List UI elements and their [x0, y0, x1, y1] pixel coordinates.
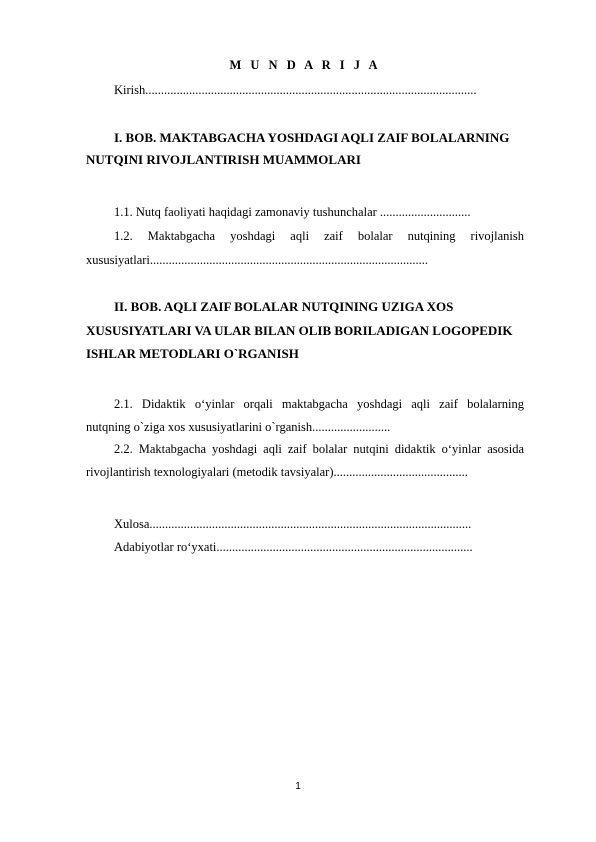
page-number: 1 [295, 781, 301, 792]
toc-entry-intro: Kirish.......................................................................................................... [114, 83, 477, 97]
toc-entry-2-1-line1: 2.1. Didaktik o‘yinlar orqali maktabgacha yoshdagi aqli zaif bolalarning [114, 397, 524, 411]
chapter2-heading-line1: II. BOB. AQLI ZAIF BOLALAR NUTQINING UZIGA XOS [114, 299, 454, 314]
chapter2-heading-line2: XUSUSIYATLARI VA ULAR BILAN OLIB BORILADIGAN LOGOPEDIK [86, 323, 513, 338]
toc-entry-2-2-line1: 2.2. Maktabgacha yoshdagi aqli zaif bolalar nutqini didaktik o‘yinlar asosida [114, 442, 524, 456]
toc-entry-1-2-line1: 1.2. Maktabgacha yoshdagi aqli zaif bolalar nutqining rivojlanish [114, 229, 524, 243]
toc-entry-conclusion: Xulosa....................................................................................................... [114, 517, 472, 531]
toc-entry-2-1-line2: nutqning o`ziga xos xususiyatlarini o`rganish......................... [86, 420, 391, 434]
toc-entry-2-2-line2: rivojlantirish texnologiyalari (metodik tavsiyalar)........................................... [86, 465, 468, 479]
chapter1-heading-line1: I. BOB. MAKTABGACHA YOSHDAGI AQLI ZAIF BOLALARNING [114, 130, 510, 145]
toc-entry-1-1: 1.1. Nutq faoliyati haqidagi zamonaviy tushunchalar ............................. [114, 205, 471, 219]
toc-entry-1-2-line2: xususiyatlari......................................................................................... [86, 253, 429, 267]
chapter2-heading-line3: ISHLAR METODLARI O`RGANISH [86, 346, 299, 361]
toc-title: M U N D A R I J A [229, 58, 381, 72]
chapter1-heading-line2: NUTQINI RIVOJLANTIRISH MUAMMOLARI [86, 152, 361, 167]
toc-entry-references: Adabiyotlar ro‘yxati.................................................................................. [114, 540, 473, 554]
